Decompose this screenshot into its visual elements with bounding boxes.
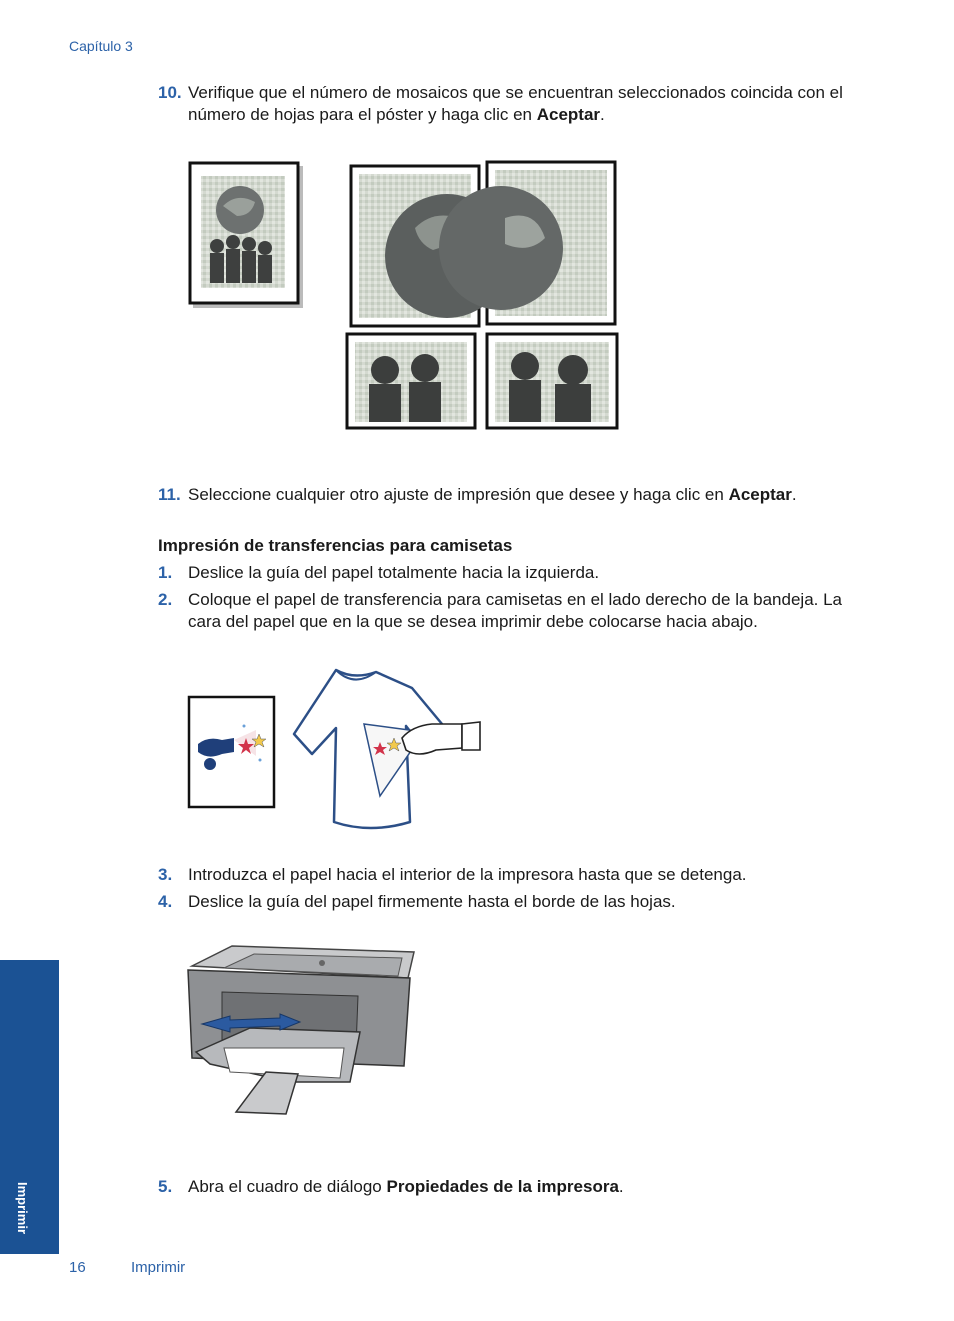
step-3 xyxy=(158,864,878,886)
step-text: Introduzca el papel hacia el interior de la impresora hasta que se detenga. xyxy=(188,865,747,884)
step-10 xyxy=(158,82,878,126)
poster-tiles-illustration xyxy=(185,158,625,433)
step-number: 10. xyxy=(158,83,182,102)
step-11 xyxy=(158,484,878,506)
printer-paper-guide-illustration xyxy=(184,940,420,1120)
step-text: Coloque el papel de transferencia para camisetas en el lado derecho de la bandeja. La cara del papel que en la que se desea imprimir debe colocarse hacia abajo. xyxy=(188,590,843,631)
footer-section-name: Imprimir xyxy=(131,1259,186,1276)
step-text: Verifique que el número de mosaicos que se encuentran seleccionados coincida con el número de hojas para el póster y haga clic en Aceptar. xyxy=(188,83,843,124)
step-text: Abra el cuadro de diálogo Propiedades de la impresora. xyxy=(188,1177,624,1196)
step-2 xyxy=(158,589,878,633)
step-number: 2. xyxy=(158,590,173,609)
step-text: Seleccione cualquier otro ajuste de impresión que desee y haga clic en Aceptar. xyxy=(188,485,797,504)
step-number: 4. xyxy=(158,892,173,911)
page-number: 16 xyxy=(69,1259,86,1276)
step-number: 3. xyxy=(158,865,173,884)
tshirt-transfer-illustration xyxy=(186,660,486,830)
section-heading: Impresión de transferencias para camisetas xyxy=(158,536,513,555)
step-text: Deslice la guía del papel totalmente hacia la izquierda. xyxy=(188,563,600,582)
step-text: Deslice la guía del papel firmemente hasta el borde de las hojas. xyxy=(188,892,676,911)
step-1 xyxy=(158,562,878,584)
step-number: 5. xyxy=(158,1177,173,1196)
step-4 xyxy=(158,891,878,913)
chapter-header: Capítulo 3 xyxy=(69,38,133,54)
step-number: 1. xyxy=(158,563,173,582)
step-5 xyxy=(158,1176,878,1198)
sidebar-tab-label: Imprimir xyxy=(15,1182,30,1235)
step-number: 11. xyxy=(158,485,181,504)
